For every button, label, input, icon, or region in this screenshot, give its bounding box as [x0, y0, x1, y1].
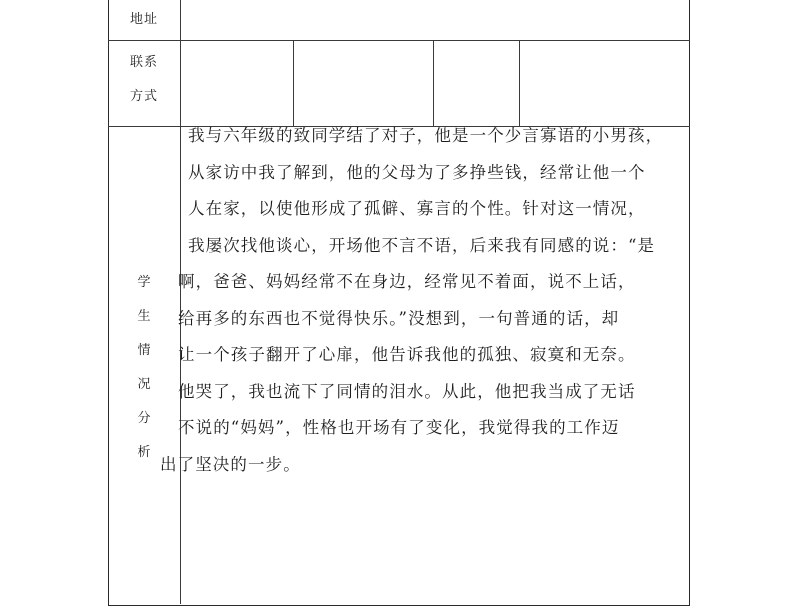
address-label: 地址	[129, 12, 158, 27]
contact-label-line2: 方式	[129, 89, 158, 104]
analysis-line: 不说的“妈妈”，性格也开场有了变化，我觉得我的工作迈	[178, 418, 620, 437]
analysis-line: 出了坚决的一步。	[160, 454, 301, 474]
analysis-line: 从家访中我了解到，他的父母为了多挣些钱，经常让他一个	[188, 162, 646, 182]
analysis-line: 啊，爸爸、妈妈经常不在身边，经常见不着面，说不上话，	[178, 272, 636, 291]
analysis-label-char: 生	[137, 309, 151, 324]
student-analysis-text	[160, 118, 698, 483]
analysis-line: 我屡次找他谈心，开场他不言不语，后来我有同感的说：“是	[188, 235, 656, 255]
contact-cell-divider-3	[519, 40, 520, 126]
analysis-label-char: 分	[137, 411, 151, 426]
address-row-bottom-border	[108, 40, 690, 41]
contact-cell-divider-1	[293, 40, 294, 126]
analysis-line: 给再多的东西也不觉得快乐。”没想到，一句普通的话，却	[178, 308, 620, 328]
analysis-line: 他哭了，我也流下了同情的泪水。从此，他把我当成了无话	[178, 381, 636, 401]
contact-cell-divider-2	[433, 40, 434, 126]
analysis-label-char: 学	[137, 275, 151, 290]
analysis-line: 人在家，以使他形成了孤僻、寡言的个性。针对这一情况，	[188, 199, 646, 218]
student-situation-analysis-label	[134, 266, 154, 470]
analysis-line: 我与六年级的致同学结了对子，他是一个少言寡语的小男孩，	[188, 126, 664, 145]
analysis-label-char: 况	[137, 377, 151, 392]
analysis-label-char: 情	[137, 343, 151, 358]
analysis-line: 让一个孩子翻开了心扉，他告诉我他的孤独、寂寞和无奈。	[178, 345, 636, 364]
contact-label-line1: 联系	[129, 55, 158, 70]
analysis-label-char: 析	[137, 445, 151, 460]
